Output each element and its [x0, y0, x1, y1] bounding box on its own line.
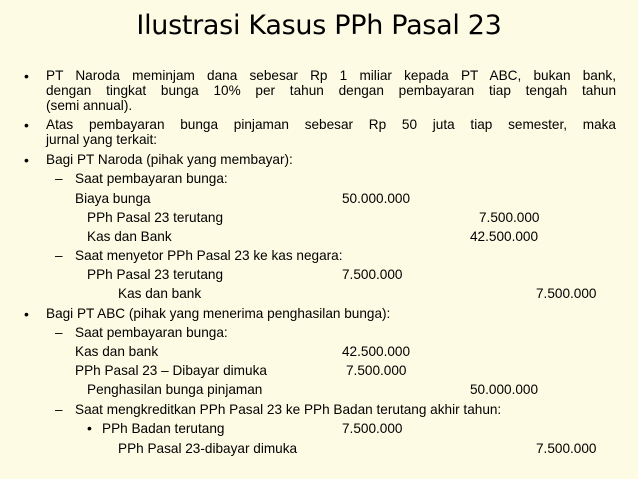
bullet-4-text: Bagi PT ABC (pihak yang menerima penghasilan bunga): [46, 306, 391, 321]
journal-account: Biaya bunga [75, 191, 151, 206]
sub-dash: – [55, 248, 63, 263]
journal-debit: 7.500.000 [342, 421, 403, 436]
bullet-1-line-2: dengan tingkat bunga 10% per tahun dengan pembayaran tiap tengah tahun [46, 83, 616, 98]
bullet-1-line-1: PT Naroda meminjam dana sebesar Rp 1 miliar kepada PT ABC, bukan bank, [46, 68, 616, 83]
bullet-marker: • [24, 117, 29, 133]
journal-account: Penghasilan bunga pinjaman [87, 382, 263, 397]
bullet-1-text [46, 68, 616, 113]
journal-credit: 42.500.000 [470, 229, 539, 244]
slide-title: Ilustrasi Kasus PPh Pasal 23 [136, 10, 502, 41]
journal-credit: 7.500.000 [536, 286, 597, 301]
journal-account: PPh Badan terutang [102, 421, 225, 436]
journal-account: PPh Pasal 23 terutang [87, 267, 224, 282]
bullet-3-text: Bagi PT Naroda (pihak yang membayar): [46, 152, 293, 167]
bullet-2-line-1: Atas pembayaran bunga pinjaman sebesar Rp 50 juta tiap semester, maka [46, 117, 616, 132]
bullet-marker: • [87, 420, 92, 436]
bullet-marker: • [24, 68, 29, 84]
journal-account: PPh Pasal 23 – Dibayar dimuka [75, 363, 267, 378]
bullet-marker: • [24, 306, 29, 322]
naroda-s2-label: Saat menyetor PPh Pasal 23 ke kas negara: [75, 248, 343, 263]
journal-account: Kas dan bank [118, 286, 202, 301]
journal-account: Kas dan Bank [87, 229, 172, 244]
journal-account: PPh Pasal 23 terutang [87, 210, 224, 225]
journal-debit: 42.500.000 [342, 344, 411, 359]
abc-s1-label: Saat pembayaran bunga: [75, 325, 228, 340]
sub-dash: – [55, 402, 63, 417]
sub-dash: – [55, 325, 63, 340]
naroda-s1-label: Saat pembayaran bunga: [75, 171, 228, 186]
journal-credit: 7.500.000 [536, 441, 597, 456]
abc-s2-label: Saat mengkreditkan PPh Pasal 23 ke PPh Badan terutang akhir tahun: [75, 402, 502, 417]
journal-account: PPh Pasal 23-dibayar dimuka [118, 441, 298, 456]
journal-debit: 7.500.000 [342, 267, 403, 282]
bullet-marker: • [24, 152, 29, 168]
journal-debit: 7.500.000 [346, 363, 407, 378]
journal-account: Kas dan bank [75, 344, 159, 359]
journal-credit: 50.000.000 [470, 382, 539, 397]
bullet-1-line-3: (semi annual). [46, 98, 133, 113]
journal-credit: 7.500.000 [479, 210, 540, 225]
sub-dash: – [55, 171, 63, 186]
bullet-2-text [46, 117, 616, 147]
bullet-2-line-2: jurnal yang terkait: [46, 132, 158, 147]
journal-debit: 50.000.000 [342, 191, 411, 206]
